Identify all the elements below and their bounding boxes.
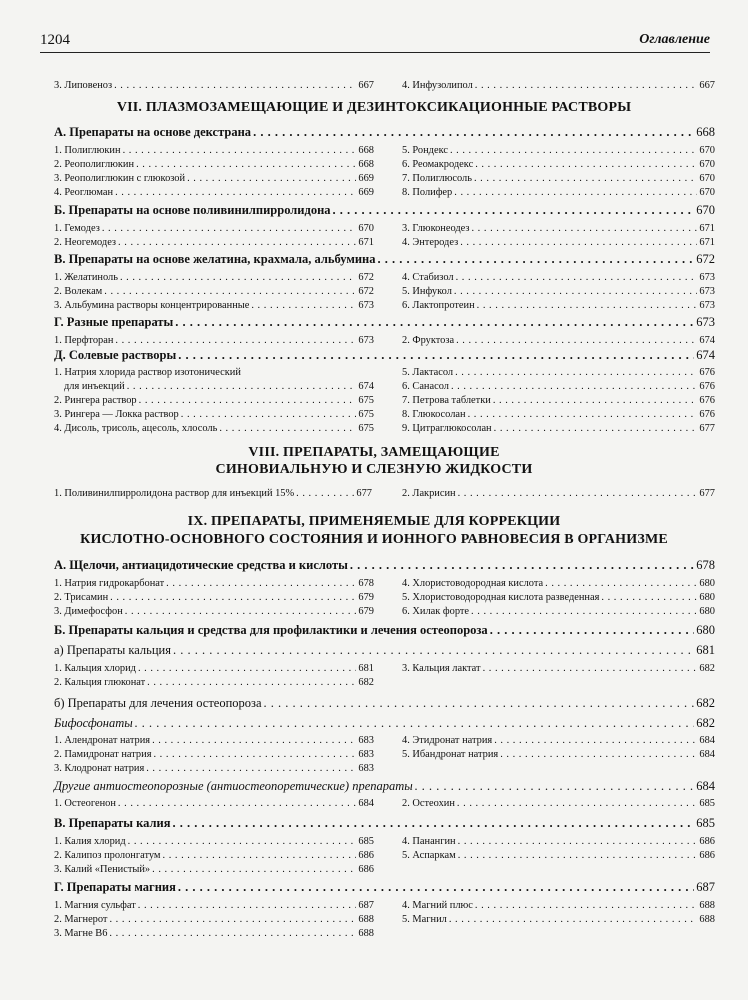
sub-subsection-heading[interactable]: б) Препараты для лечения остеопороза . . . 682	[54, 695, 715, 711]
toc-entry[interactable]: 6. Лактопротеин . . . 673	[402, 299, 715, 313]
toc-entry[interactable]: 3. Альбумина растворы концентрированные . . . 673	[54, 299, 374, 313]
toc-entry[interactable]: 2. Волекам . . . 672	[54, 285, 374, 299]
toc-entry[interactable]: 1. Желатиноль . . . 672	[54, 271, 374, 285]
section-title-viii: VIII. ПРЕПАРАТЫ, ЗАМЕЩАЮЩИЕ	[248, 445, 500, 460]
page-number: 1204	[40, 32, 70, 48]
toc-entry[interactable]: 7. Полиглюсоль . . . 670	[402, 172, 715, 186]
toc-entry[interactable]: 3. Рингера — Локка раствор . . . 675	[54, 408, 374, 422]
section-title-ix: IX. ПРЕПАРАТЫ, ПРИМЕНЯЕМЫЕ ДЛЯ КОРРЕКЦИИ	[187, 514, 561, 529]
toc-entry[interactable]: 1. Поливинилпирролидона раствор для инъекций 15% . . . 677	[54, 487, 372, 501]
toc-entry[interactable]: 1. Кальция хлорид . . . 681	[54, 662, 374, 676]
toc-entry[interactable]: 3. Реополиглюкин с глюкозой . . . 669	[54, 172, 374, 186]
toc-entry[interactable]: 2. Остеохин . . . 685	[402, 797, 715, 811]
toc-entry[interactable]: 5. Рондекс . . . 670	[402, 144, 715, 158]
toc-entry[interactable]: 3. Димефосфон . . . 679	[54, 605, 374, 619]
toc-entry[interactable]: 2. Трисамин . . . 679	[54, 591, 374, 605]
toc-entry[interactable]: 2. Неогемодез . . . 671	[54, 236, 374, 250]
toc-entry[interactable]: 4. Этидронат натрия . . . 684	[402, 734, 715, 748]
subsection-heading[interactable]: В. Препараты калия . . . 685	[54, 815, 715, 831]
toc-entry[interactable]: 3. Кальция лактат . . . 682	[402, 662, 715, 676]
toc-entry[interactable]: 5. Хлористоводородная кислота разведенная . . . 680	[402, 591, 715, 605]
subsection-heading[interactable]: Б. Препараты кальция и средства для профилактики и лечения остеопороза . . . 680	[54, 622, 715, 638]
section-title-viii-line2: СИНОВИАЛЬНУЮ И СЛЕЗНУЮ ЖИДКОСТИ	[215, 462, 533, 477]
toc-entry[interactable]: 6. Санасол . . . 676	[402, 380, 715, 394]
toc-entry[interactable]: 1. Полиглюкин . . . 668	[54, 144, 374, 158]
section-title-ix-line2: КИСЛОТНО-ОСНОВНОГО СОСТОЯНИЯ И ИОННОГО РАВНОВЕСИЯ В ОРГАНИЗМЕ	[80, 532, 668, 547]
toc-entry-line[interactable]: 1. Натрия хлорида раствор изотонический	[54, 367, 241, 378]
toc-entry[interactable]: 2. Кальция глюконат . . . 682	[54, 676, 374, 690]
toc-entry[interactable]: 3. Липовеноз . . . 667	[54, 79, 374, 93]
toc-entry[interactable]: 1. Остеогенон . . . 684	[54, 797, 374, 811]
subsection-heading[interactable]: А. Препараты на основе декстрана . . . 668	[54, 124, 715, 140]
toc-entry[interactable]: 2. Рингера раствор . . . 675	[54, 394, 374, 408]
subsection-heading[interactable]: Д. Солевые растворы . . . 674	[54, 347, 715, 363]
toc-entry[interactable]: 3. Глюконеодез . . . 671	[402, 222, 715, 236]
toc-entry[interactable]: 1. Перфторан . . . 673	[54, 334, 374, 348]
group-heading[interactable]: Другие антиостеопорозные (антиостеопоретические) препараты . . . 684	[54, 778, 715, 794]
toc-entry[interactable]: 4. Хлористоводородная кислота . . . 680	[402, 577, 715, 591]
toc-entry[interactable]: 4. Панангин . . . 686	[402, 835, 715, 849]
toc-entry[interactable]: для инъекций . . . 674	[54, 380, 374, 394]
toc-entry[interactable]: 5. Ибандронат натрия . . . 684	[402, 748, 715, 762]
toc-entry[interactable]: 2. Фруктоза . . . 674	[402, 334, 715, 348]
toc-entry[interactable]: 1. Калия хлорид . . . 685	[54, 835, 374, 849]
toc-entry[interactable]: 4. Реоглюман . . . 669	[54, 186, 374, 200]
section-title-vii: VII. ПЛАЗМОЗАМЕЩАЮЩИЕ И ДЕЗИНТОКСИКАЦИОННЫЕ РАСТВОРЫ	[116, 100, 632, 115]
toc-entry[interactable]: 7. Петрова таблетки . . . 676	[402, 394, 715, 408]
page-header-title: Оглавление	[639, 32, 710, 47]
toc-entry[interactable]: 6. Хилак форте . . . 680	[402, 605, 715, 619]
page-header	[40, 30, 710, 53]
toc-entry[interactable]: 1. Магния сульфат . . . 687	[54, 899, 374, 913]
toc-entry[interactable]: 2. Памидронат натрия . . . 683	[54, 748, 374, 762]
toc-entry[interactable]: 9. Цитраглюкосолан . . . 677	[402, 422, 715, 436]
subsection-heading[interactable]: Г. Препараты магния . . . 687	[54, 879, 715, 895]
toc-entry[interactable]: 5. Аспаркам . . . 686	[402, 849, 715, 863]
toc-entry[interactable]: 4. Магний плюс . . . 688	[402, 899, 715, 913]
toc-entry[interactable]: 5. Магнил . . . 688	[402, 913, 715, 927]
toc-entry[interactable]: 6. Реомакродекс . . . 670	[402, 158, 715, 172]
subsection-heading[interactable]: В. Препараты на основе желатина, крахмала, альбумина . . . 672	[54, 251, 715, 267]
subsection-heading[interactable]: Г. Разные препараты . . . 673	[54, 314, 715, 330]
toc-entry[interactable]: 2. Калипоз пролонгатум . . . 686	[54, 849, 374, 863]
toc-entry[interactable]: 3. Калий «Пенистый» . . . 686	[54, 863, 374, 877]
toc-entry[interactable]: 2. Реополиглюкин . . . 668	[54, 158, 374, 172]
toc-entry[interactable]: 5. Инфукол . . . 673	[402, 285, 715, 299]
toc-entry[interactable]: 8. Полифер . . . 670	[402, 186, 715, 200]
subsection-heading[interactable]: А. Щелочи, антиацидотические средства и кислоты . . . 678	[54, 557, 715, 573]
toc-entry[interactable]: 4. Дисоль, трисоль, ацесоль, хлосоль . . . 675	[54, 422, 374, 436]
toc-entry[interactable]: 4. Стабизол . . . 673	[402, 271, 715, 285]
toc-entry[interactable]: 1. Алендронат натрия . . . 683	[54, 734, 374, 748]
sub-subsection-heading[interactable]: а) Препараты кальция . . . 681	[54, 642, 715, 658]
toc-entry[interactable]: 4. Инфузолипол . . . 667	[402, 79, 715, 93]
toc-entry[interactable]: 8. Глюкосолан . . . 676	[402, 408, 715, 422]
toc-entry[interactable]: 4. Энтеродез . . . 671	[402, 236, 715, 250]
toc-entry[interactable]: 2. Магнерот . . . 688	[54, 913, 374, 927]
toc-entry[interactable]: 3. Клодронат натрия . . . 683	[54, 762, 374, 776]
group-heading[interactable]: Бифосфонаты . . . 682	[54, 715, 715, 731]
toc-entry[interactable]: 1. Гемодез . . . 670	[54, 222, 374, 236]
subsection-heading[interactable]: Б. Препараты на основе поливинилпирролидона . . . 670	[54, 202, 715, 218]
toc-entry[interactable]: 2. Лакрисин . . . 677	[402, 487, 715, 501]
toc-entry[interactable]: 5. Лактасол . . . 676	[402, 366, 715, 380]
toc-entry[interactable]: 1. Натрия гидрокарбонат . . . 678	[54, 577, 374, 591]
toc-entry[interactable]: 3. Магне B6 . . . 688	[54, 927, 374, 941]
